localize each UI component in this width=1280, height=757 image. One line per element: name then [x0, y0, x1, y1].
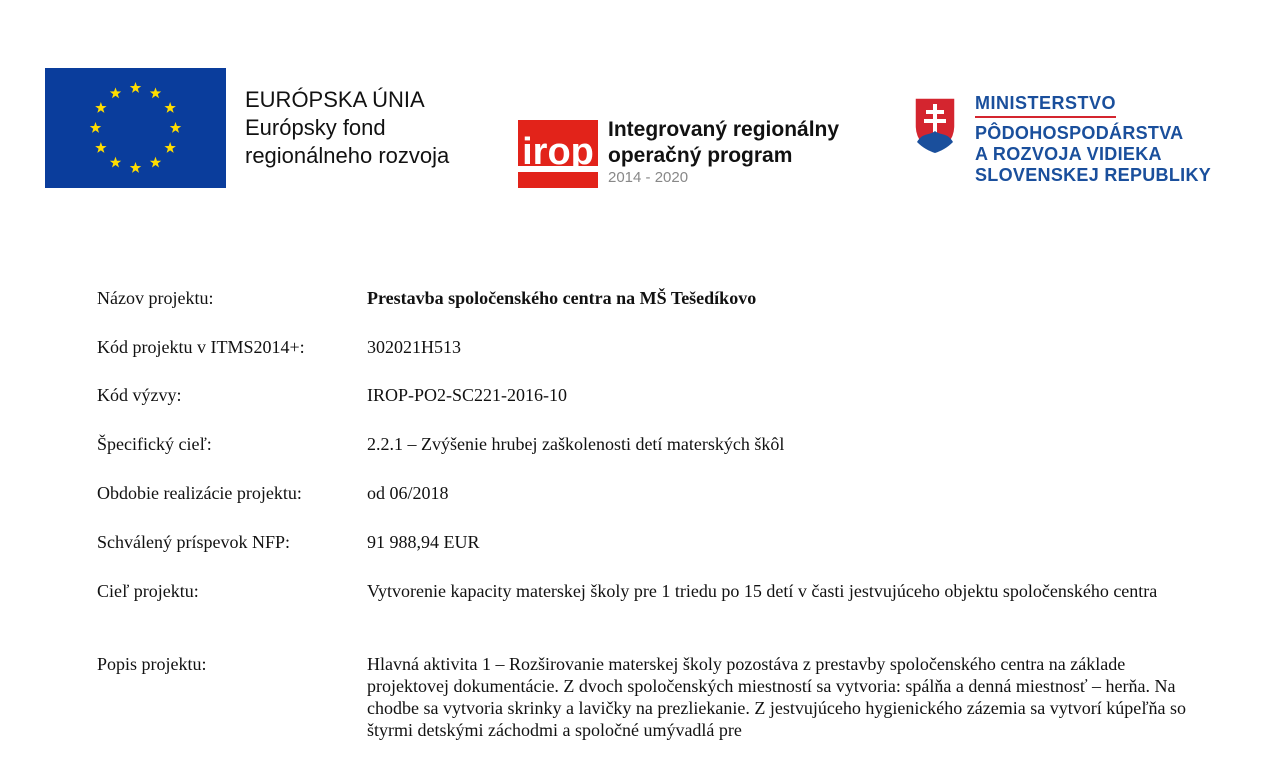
eu-line: regionálneho rozvoja	[245, 143, 450, 168]
irop-title-line: Integrovaný regionálny	[608, 118, 840, 141]
row-label: Špecifický cieľ:	[97, 434, 212, 454]
row-value: Hlavná aktivita 1 – Rozširovanie materskej školy pozostáva z prestavby spoločenského centra na základe projektovej dokumentácie. Z dvoch spoločenských miestností sa vytvoria: spálňa a denná miestnosť – herňa. Na chodbe sa vytvoria skrinky a lavičky na prezliekanie. Z jestvujúceho hygienického zázemia sa vytvorí kúpeľňa so štyrmi detskými záchodmi a spoločné umývadlá pre	[367, 654, 1187, 740]
row-label: Kód projektu v ITMS2014+:	[97, 337, 305, 357]
irop-logo-text: irop	[522, 131, 594, 173]
row-value: Vytvorenie kapacity materskej školy pre 1 triedu po 15 detí v časti jestvujúceho objektu spoločenského centra	[367, 581, 1158, 601]
slovak-crest-icon	[913, 96, 957, 154]
eu-line: Európsky fond	[245, 115, 386, 140]
irop-program-text	[608, 117, 839, 187]
row-value: Prestavba spoločenského centra na MŠ Tešedíkovo	[367, 288, 757, 308]
ministry-line: MINISTERSTVO	[975, 93, 1116, 118]
row-value: od 06/2018	[367, 483, 449, 503]
row-label: Popis projektu:	[97, 654, 207, 674]
eu-flag-logo	[45, 68, 226, 188]
row-label: Schválený príspevok NFP:	[97, 532, 290, 552]
row-value: IROP-PO2-SC221-2016-10	[367, 385, 568, 405]
irop-years: 2014 - 2020	[608, 169, 689, 186]
irop-title-line: operačný program	[608, 144, 793, 167]
irop-logo	[518, 120, 598, 188]
row-label: Kód výzvy:	[97, 385, 182, 405]
row-value: 2.2.1 – Zvýšenie hrubej zaškolenosti detí materských škôl	[367, 434, 785, 454]
ministry-line: PÔDOHOSPODÁRSTVA	[975, 123, 1184, 143]
ministry-line: SLOVENSKEJ REPUBLIKY	[975, 165, 1212, 185]
row-label: Názov projektu:	[97, 288, 214, 308]
ministry-text	[975, 93, 1211, 186]
eu-fund-text	[245, 86, 449, 170]
row-value: 91 988,94 EUR	[367, 532, 480, 552]
row-label: Cieľ projektu:	[97, 581, 199, 601]
eu-line: EURÓPSKA ÚNIA	[245, 87, 425, 112]
ministry-line: A ROZVOJA VIDIEKA	[975, 144, 1162, 164]
row-label: Obdobie realizácie projektu:	[97, 483, 302, 503]
row-value: 302021H513	[367, 337, 461, 357]
eu-stars-icon	[45, 68, 226, 188]
